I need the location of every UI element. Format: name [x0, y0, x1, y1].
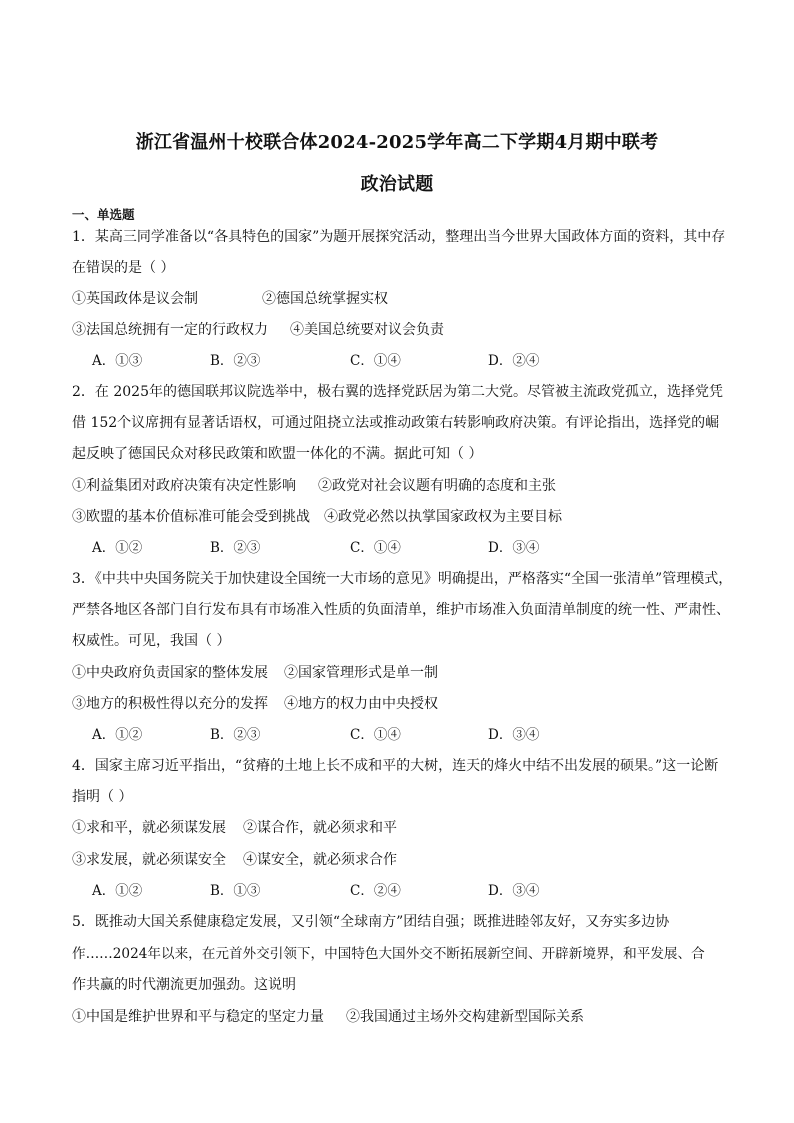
- q1-stem-line-1: 1．某高三同学准备以“各具特色的国家”为题开展探究活动，整理出当今世界大国政体方面的资料，其中存: [72, 229, 726, 245]
- q5-statement-2: ②我国通过主场外交构建新型国际关系: [346, 1009, 584, 1025]
- q1-option-c[interactable]: C．①④: [350, 353, 401, 369]
- q3-stem-line-1: 3．《中共中央国务院关于加快建设全国统一大市场的意见》明确提出，严格落实“全国一张清单”管理模式，: [72, 571, 733, 587]
- q2-option-a[interactable]: A．①②: [92, 540, 143, 556]
- q1-statement-1: ①英国政体是议会制: [72, 291, 198, 307]
- q2-option-d[interactable]: D．③④: [488, 540, 540, 556]
- q1-statement-4: ④美国总统要对议会负责: [290, 322, 444, 338]
- q3-statement-3: ③地方的积极性得以充分的发挥: [72, 696, 268, 712]
- q3-stem-line-2: 严禁各地区各部门自行发布具有市场准入性质的负面清单，维护市场准入负面清单制度的统一性、严肃性、: [72, 602, 730, 618]
- q4-statement-4: ④谋安全，就必须求合作: [243, 852, 397, 868]
- q1-option-d[interactable]: D．②④: [488, 353, 540, 369]
- q2-option-c[interactable]: C．①④: [350, 540, 401, 556]
- q3-option-c[interactable]: C．①④: [350, 727, 401, 743]
- q4-stem-line-2: 指明（ ）: [72, 789, 133, 805]
- q3-stem-line-3: 权威性。可见，我国（ ）: [72, 633, 231, 649]
- q1-option-a[interactable]: A．①③: [92, 353, 143, 369]
- q2-stem-line-3: 起反映了德国民众对移民政策和欧盟一体化的不满。据此可知（ ）: [72, 446, 483, 462]
- q1-option-b[interactable]: B．②③: [210, 353, 261, 369]
- q4-option-a[interactable]: A．①②: [92, 883, 143, 899]
- q2-option-b[interactable]: B．②③: [210, 540, 261, 556]
- q4-option-c[interactable]: C．②④: [350, 883, 401, 899]
- exam-subtitle: 政治试题: [360, 174, 434, 195]
- q5-stem-line-2: 作……2024年以来，在元首外交引领下，中国特色大国外交不断拓展新空间、开辟新境界，和平发展、合: [72, 946, 705, 962]
- q1-statement-2: ②德国总统掌握实权: [262, 291, 388, 307]
- q3-statement-2: ②国家管理形式是单一制: [284, 665, 438, 681]
- q5-stem-line-3: 作共赢的时代潮流更加强劲。这说明: [72, 977, 296, 993]
- q3-option-b[interactable]: B．②③: [210, 727, 261, 743]
- q2-statement-4: ④政党必然以执掌国家政权为主要目标: [324, 509, 562, 525]
- q3-statement-1: ①中央政府负责国家的整体发展: [72, 665, 268, 681]
- q4-statement-3: ③求发展，就必须谋安全: [72, 852, 226, 868]
- q3-statement-4: ④地方的权力由中央授权: [284, 696, 438, 712]
- q2-statement-2: ②政党对社会议题有明确的态度和主张: [318, 478, 556, 494]
- q5-stem-line-1: 5．既推动大国关系健康稳定发展，又引领“全球南方”团结自强；既推进睦邻友好，又夯实多边协: [72, 914, 670, 930]
- exam-title: 浙江省温州十校联合体2024-2025学年高二下学期4月期中联考: [135, 132, 659, 153]
- q2-statement-1: ①利益集团对政府决策有决定性影响: [72, 478, 296, 494]
- q2-stem-line-2: 借 152个议席拥有显著话语权，可通过阻挠立法或推动政策右转影响政府决策。有评论指出，选择党的崛: [72, 415, 720, 431]
- q4-stem-line-1: 4．国家主席习近平指出，“贫瘠的土地上长不成和平的大树，连天的烽火中结不出发展的硕果。”这一论断: [72, 758, 719, 774]
- q5-statement-1: ①中国是维护世界和平与稳定的坚定力量: [72, 1009, 324, 1025]
- q3-option-a[interactable]: A．①②: [92, 727, 143, 743]
- q4-option-b[interactable]: B．①③: [210, 883, 261, 899]
- q4-statement-1: ①求和平，就必须谋发展: [72, 820, 226, 836]
- q4-option-d[interactable]: D．③④: [488, 883, 540, 899]
- section-heading: 一、单选题: [72, 207, 135, 222]
- q1-statement-3: ③法国总统拥有一定的行政权力: [72, 322, 268, 338]
- q2-statement-3: ③欧盟的基本价值标准可能会受到挑战: [72, 509, 310, 525]
- q4-statement-2: ②谋合作，就必须求和平: [243, 820, 397, 836]
- q3-option-d[interactable]: D．③④: [488, 727, 540, 743]
- q2-stem-line-1: 2．在 2025年的德国联邦议院选举中，极右翼的选择党跃居为第二大党。尽管被主流政党孤立，选择党凭: [72, 384, 723, 400]
- q1-stem-line-2: 在错误的是（ ）: [72, 260, 175, 276]
